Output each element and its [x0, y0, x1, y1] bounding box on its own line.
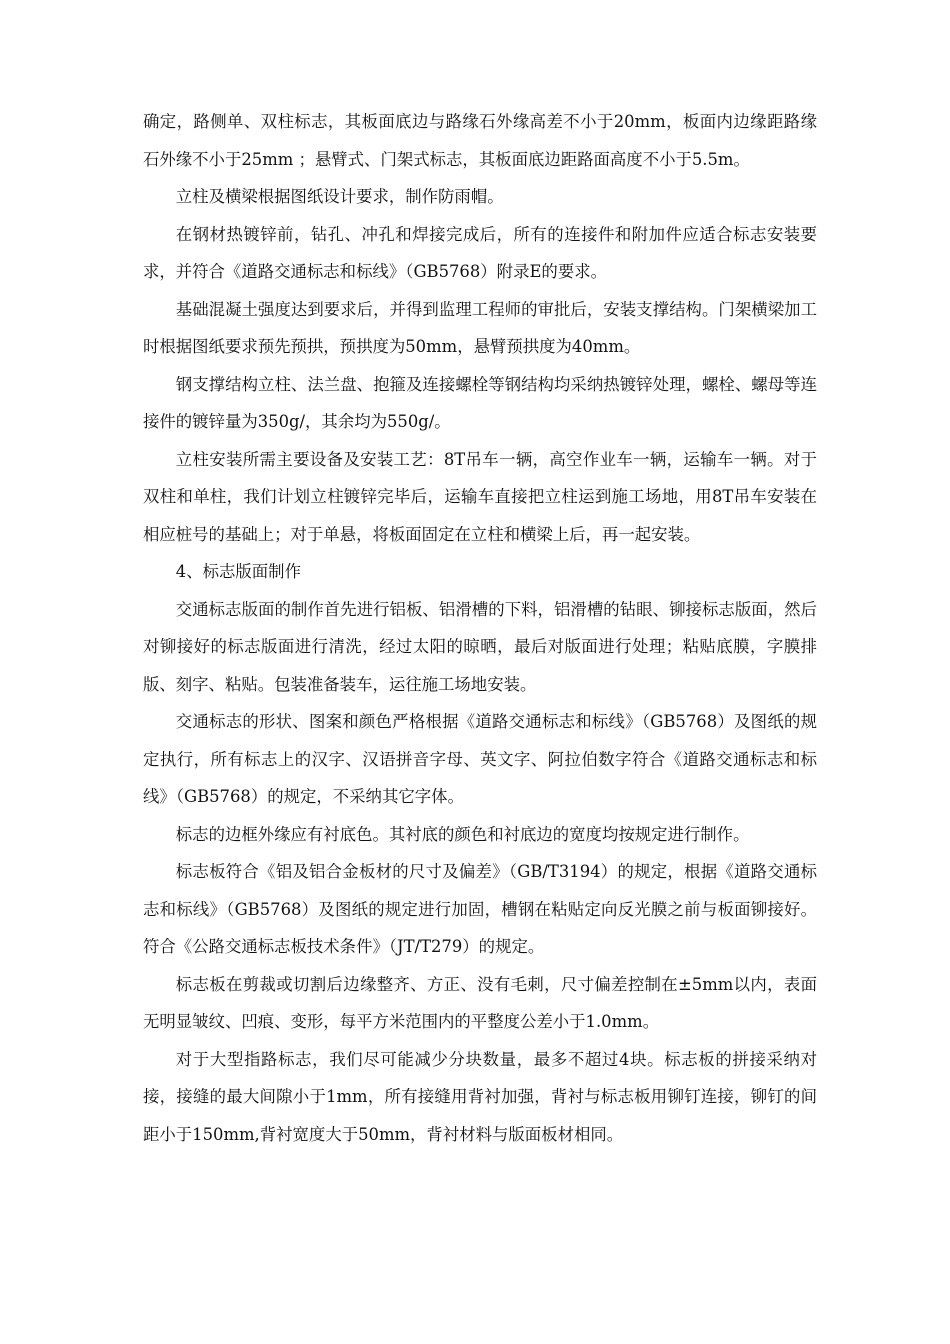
- paragraph-continued: 确定，路侧单、双柱标志，其板面底边与路缘石外缘高差不小于20mm，板面内边缘距路缘石外缘不小于25mm ；悬臂式、门架式标志，其板面底边距路面高度不小于5.5m。: [143, 112, 817, 169]
- paragraph-plate-spec: 标志板符合《铝及铝合金板材的尺寸及偏差》（GB/T3194）的规定，根据《道路交通标志和标线》（GB5768）及图纸的规定进行加固，槽钢在粘贴定向反光膜之前与板面铆接好。符合《公路交通标志板技术条件》（JT/T279）的规定。: [143, 862, 817, 956]
- document-body: [143, 103, 817, 1153]
- paragraph-large-signs: 对于大型指路标志，我们尽可能减少分块数量，最多不超过4块。标志板的拼接采纳对接，接缝的最大间隙小于1mm，所有接缝用背衬加强，背衬与标志板用铆钉连接，铆钉的间距小于150mm,背衬宽度大于50mm，背衬材料与版面板材相同。: [143, 1049, 817, 1144]
- paragraph-cutting-tolerance: 标志板在剪裁或切割后边缘整齐、方正、没有毛刺，尺寸偏差控制在±5mm以内，表面无明显皱纹、凹痕、变形，每平方米范围内的平整度公差小于1.0mm。: [143, 974, 817, 1031]
- paragraph-galvanizing: 在钢材热镀锌前，钻孔、冲孔和焊接完成后，所有的连接件和附加件应适合标志安装要求，并符合《道路交通标志和标线》（GB5768）附录E的要求。: [143, 224, 817, 281]
- paragraph-zinc-coating: 钢支撑结构立柱、法兰盘、抱箍及连接螺栓等钢结构均采纳热镀锌处理，螺栓、螺母等连接件的镀锌量为350g/，其余均为550g/。: [143, 374, 817, 431]
- paragraph-support-structure: 基础混凝土强度达到要求后，并得到监理工程师的审批后，安装支撑结构。门架横梁加工时根据图纸要求预先预拱，预拱度为50mm，悬臂预拱度为40mm。: [143, 299, 817, 356]
- paragraph-sign-standards: 交通标志的形状、图案和颜色严格根据《道路交通标志和标线》（GB5768）及图纸的规定执行，所有标志上的汉字、汉语拼音字母、英文字、阿拉伯数字符合《道路交通标志和标线》（GB5768）的规定，不采纳其它字体。: [143, 712, 817, 806]
- paragraph-rain-cap: 立柱及横梁根据图纸设计要求，制作防雨帽。: [175, 187, 504, 206]
- paragraph-border-color: 标志的边框外缘应有衬底色。其衬底的颜色和衬底边的宽度均按规定进行制作。: [175, 824, 750, 844]
- paragraph-panel-fabrication: 交通标志版面的制作首先进行铝板、铝滑槽的下料，铝滑槽的钻眼、铆接标志版面，然后对铆接好的标志版面进行清洗，经过太阳的晾晒，最后对版面进行处理；粘贴底膜，字膜排版、刻字、粘贴。包装准备装车，运往施工场地安装。: [143, 599, 817, 694]
- paragraph-column-installation: 立柱安装所需主要设备及安装工艺：8T吊车一辆，高空作业车一辆，运输车一辆。对于双柱和单柱，我们计划立柱镀锌完毕后，运输车直接把立柱运到施工场地，用8T吊车安装在相应桩号的基础上；对于单悬，将板面固定在立柱和横梁上后，再一起安装。: [143, 449, 817, 544]
- section-heading: 4、标志版面制作: [175, 562, 301, 581]
